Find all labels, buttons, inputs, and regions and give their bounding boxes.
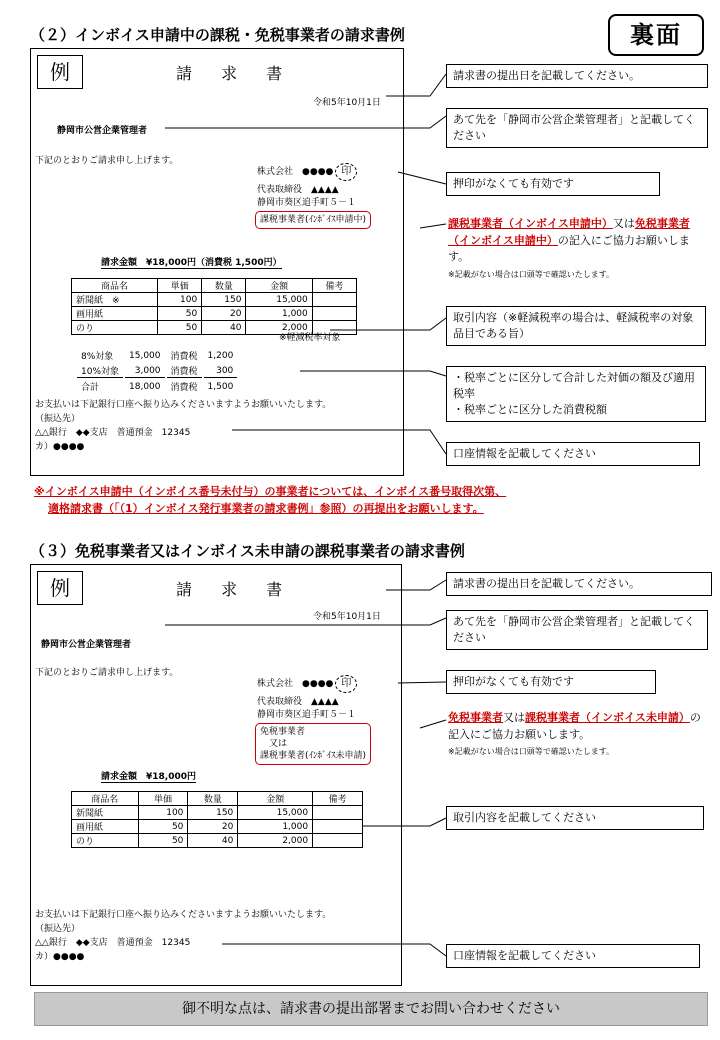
payment-request: お支払いは下記銀行口座へ振り込みくださいますようお願いいたします。 bbox=[35, 910, 332, 920]
tax-cell: 3,000 bbox=[125, 364, 165, 378]
invoice-date: 令和5年10月1日 bbox=[313, 612, 381, 622]
table-cell: 画用紙 bbox=[72, 820, 139, 834]
table-header-cell: 備考 bbox=[313, 792, 363, 806]
table-cell: 新聞紙 ※ bbox=[72, 293, 158, 307]
table-cell: 新聞紙 bbox=[72, 806, 139, 820]
table-cell: のり bbox=[72, 834, 139, 848]
tax-cell: 10%対象 bbox=[77, 364, 123, 378]
footer-notice: 御不明な点は、請求書の提出部署までお問い合わせください bbox=[34, 992, 708, 1026]
table-cell: 100 bbox=[138, 806, 188, 820]
table-row bbox=[72, 834, 363, 848]
example-label: 例 bbox=[37, 55, 83, 89]
table-cell: 20 bbox=[188, 820, 238, 834]
reissue-notice-line1: ※インボイス申請中（インボイス番号未付与）の事業者については、インボイス番号取得次第、 bbox=[34, 485, 507, 498]
section2-title: （２）インボイス申請中の課税・免税事業者の請求書例 bbox=[30, 26, 405, 44]
tax-cell: 8%対象 bbox=[81, 352, 114, 362]
callout-transaction: 取引内容（※軽減税率の場合は、軽減税率の対象品目である旨） bbox=[446, 306, 706, 346]
table-row bbox=[72, 820, 363, 834]
seal-stamp: 印 bbox=[335, 163, 357, 181]
table-cell: 2,000 bbox=[246, 321, 312, 335]
callout-date: 請求書の提出日を記載してください。 bbox=[446, 572, 712, 596]
table-cell: 150 bbox=[188, 806, 238, 820]
tax-cell: 消費税 bbox=[167, 364, 202, 378]
callout-tax: ・税率ごとに区分して合計した対価の額及び適用税率 ・税率ごとに区分した消費税額 bbox=[446, 366, 706, 422]
representative: 代表取締役 ▲▲▲▲ bbox=[257, 185, 339, 195]
company-name: 株式会社 ●●●● 印 bbox=[257, 675, 357, 693]
table-cell: 2,000 bbox=[238, 834, 313, 848]
tax-row bbox=[77, 364, 237, 378]
table-header-cell: 単価 bbox=[158, 279, 202, 293]
bank-info: △△銀行 ◆◆支店 普通預金 12345 bbox=[35, 428, 191, 438]
greeting: 下記のとおりご請求申し上げます。 bbox=[35, 668, 179, 678]
reduced-rate-note: ※軽減税率対象 bbox=[279, 333, 341, 343]
table-cell: 1,000 bbox=[246, 307, 312, 321]
callout-date: 請求書の提出日を記載してください。 bbox=[446, 64, 708, 88]
table-row bbox=[72, 307, 357, 321]
table-header-cell: 単価 bbox=[138, 792, 188, 806]
account-holder: カ）●●●● bbox=[35, 952, 85, 962]
table-cell bbox=[313, 806, 363, 820]
callout-status: 免税事業者又は課税事業者（インボイス未申請）の記入にご協力お願いします。 ※記載がない場合は口頭等で確認いたします。 bbox=[448, 711, 701, 756]
tax-cell: 1,500 bbox=[207, 381, 234, 392]
transfer-label: （振込先） bbox=[35, 414, 81, 424]
transfer-label: （振込先） bbox=[35, 924, 81, 934]
table-cell: のり bbox=[72, 321, 158, 335]
table-cell: 15,000 bbox=[246, 293, 312, 307]
tax-cell: 消費税 bbox=[170, 383, 198, 393]
company-address: 静岡市葵区追手町５－１ bbox=[257, 198, 357, 208]
table-header-cell: 商品名 bbox=[72, 792, 139, 806]
table-row bbox=[72, 293, 357, 307]
account-holder: カ）●●●● bbox=[35, 442, 85, 452]
tax-cell: 消費税 bbox=[170, 352, 198, 362]
table-header-cell: 商品名 bbox=[72, 279, 158, 293]
table-cell: 50 bbox=[158, 307, 202, 321]
invoice-example-2 bbox=[30, 48, 404, 476]
callout-addressee: あて先を「静岡市公営企業管理者」と記載してください bbox=[446, 108, 708, 148]
seal-stamp: 印 bbox=[335, 675, 357, 693]
callout-transaction: 取引内容を記載してください bbox=[446, 806, 704, 830]
table-cell: 50 bbox=[138, 834, 188, 848]
tax-row bbox=[77, 349, 237, 362]
payment-request: お支払いは下記銀行口座へ振り込みくださいますようお願いいたします。 bbox=[35, 400, 332, 410]
callout-status: 課税事業者（インボイス申請中）又は免税事業者（インボイス申請中）の記入にご協力お願いします。 ※記載がない場合は口頭等で確認いたします。 bbox=[448, 217, 690, 279]
table-row bbox=[72, 806, 363, 820]
item-table bbox=[71, 791, 363, 848]
tax-cell: 15,000 bbox=[129, 350, 161, 361]
company-address: 静岡市葵区追手町５－１ bbox=[257, 710, 357, 720]
table-cell: 40 bbox=[188, 834, 238, 848]
table-cell: 100 bbox=[158, 293, 202, 307]
item-table bbox=[71, 278, 357, 335]
invoice-total: 請求金額 ¥18,000円（消費税 1,500円） bbox=[101, 255, 282, 269]
tax-cell: 1,200 bbox=[207, 350, 234, 361]
table-header-cell: 数量 bbox=[188, 792, 238, 806]
invoice-title: 請 求 書 bbox=[176, 64, 295, 83]
callout-addressee: あて先を「静岡市公営企業管理者」と記載してください bbox=[446, 610, 708, 650]
table-cell: 50 bbox=[138, 820, 188, 834]
representative: 代表取締役 ▲▲▲▲ bbox=[257, 697, 339, 707]
section3-title: （３）免税事業者又はインボイス未申請の課税事業者の請求書例 bbox=[30, 542, 465, 560]
callout-stamp: 押印がなくても有効です bbox=[446, 172, 660, 196]
table-cell: 40 bbox=[202, 321, 246, 335]
callout-bank: 口座情報を記載してください bbox=[446, 944, 700, 968]
tax-summary bbox=[75, 347, 239, 395]
greeting: 下記のとおりご請求申し上げます。 bbox=[35, 156, 179, 166]
addressee: 静岡市公営企業管理者 bbox=[41, 640, 132, 650]
reverse-side-badge: 裏面 bbox=[608, 14, 704, 56]
company-name: 株式会社 ●●●● 印 bbox=[257, 163, 357, 181]
table-cell: 15,000 bbox=[238, 806, 313, 820]
table-cell: 150 bbox=[202, 293, 246, 307]
table-cell: 50 bbox=[158, 321, 202, 335]
table-header-cell: 数量 bbox=[202, 279, 246, 293]
table-header-cell: 金額 bbox=[238, 792, 313, 806]
tax-row bbox=[77, 380, 237, 393]
callout-stamp: 押印がなくても有効です bbox=[446, 670, 656, 694]
callout-bank: 口座情報を記載してください bbox=[446, 442, 700, 466]
example-label: 例 bbox=[37, 571, 83, 605]
invoice-title: 請 求 書 bbox=[176, 580, 295, 599]
bank-info: △△銀行 ◆◆支店 普通預金 12345 bbox=[35, 938, 191, 948]
invoice-total: 請求金額 ¥18,000円 bbox=[101, 769, 196, 783]
tax-cell: 合計 bbox=[81, 383, 100, 393]
table-cell bbox=[313, 834, 363, 848]
table-header-cell: 備考 bbox=[312, 279, 356, 293]
tax-cell: 300 bbox=[204, 364, 238, 378]
status-box: 課税事業者(ｲﾝﾎﾞｲｽ申請中) bbox=[255, 211, 371, 229]
reissue-notice-line2: 適格請求書（「（1）インボイス発行事業者の請求書例」参照）の再提出をお願いします。 bbox=[48, 502, 484, 515]
invoice-date: 令和5年10月1日 bbox=[313, 98, 381, 108]
table-cell bbox=[312, 293, 356, 307]
table-cell: 1,000 bbox=[238, 820, 313, 834]
table-cell: 20 bbox=[202, 307, 246, 321]
table-header-cell: 金額 bbox=[246, 279, 312, 293]
invoice-example-3 bbox=[30, 564, 402, 986]
table-cell bbox=[312, 307, 356, 321]
addressee: 静岡市公営企業管理者 bbox=[57, 126, 148, 136]
table-cell: 画用紙 bbox=[72, 307, 158, 321]
status-box: 免税事業者 又は 課税事業者(ｲﾝﾎﾞｲｽ未申請) bbox=[255, 723, 371, 765]
table-cell bbox=[313, 820, 363, 834]
tax-cell: 18,000 bbox=[129, 381, 161, 392]
